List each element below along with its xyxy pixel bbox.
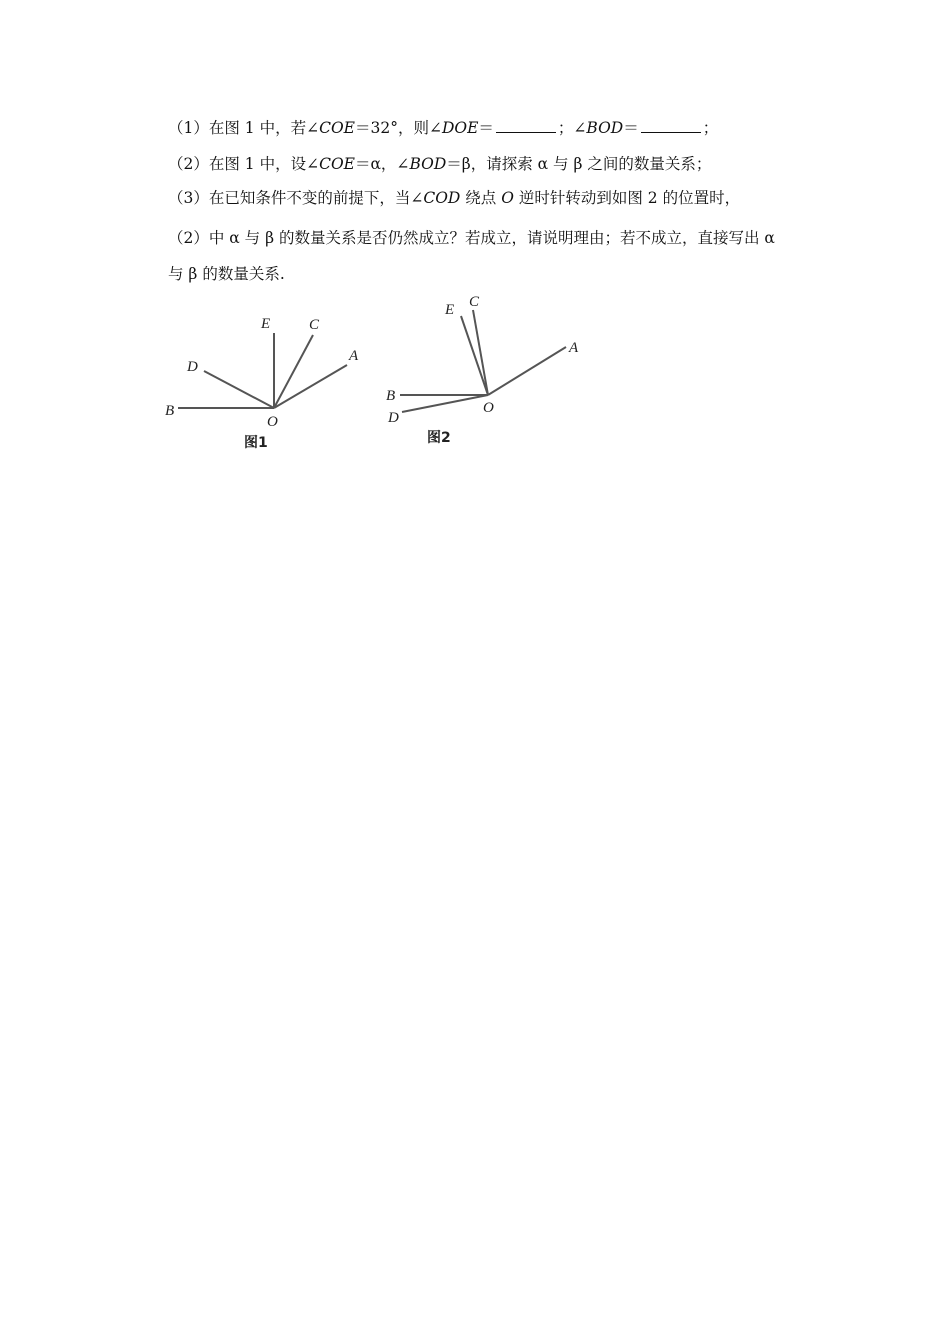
figure-1 — [160, 305, 370, 455]
label-b: B — [386, 388, 396, 404]
label-o: O — [483, 400, 494, 416]
question-3-continued: （2）中 α 与 β 的数量关系是否仍然成立？若成立，请说明理由；若不成立，直接写出 α — [168, 229, 775, 247]
figure-2 — [380, 290, 590, 450]
figure-2-caption: 图2 — [427, 430, 451, 446]
label-a: A — [349, 348, 359, 364]
figure-1-caption: 图1 — [244, 435, 268, 451]
label-c: C — [309, 317, 320, 333]
label-d: D — [388, 410, 399, 426]
ray-od — [204, 371, 274, 408]
label-b: B — [165, 403, 175, 419]
label-c: C — [469, 294, 480, 310]
question-3-end: 与 β 的数量关系. — [168, 265, 285, 283]
question-3: （3）在已知条件不变的前提下，当∠COD 绕点 O 逆时针转动到如图 2 的位置时， — [168, 189, 741, 207]
label-d: D — [187, 359, 198, 375]
label-a: A — [569, 340, 579, 356]
ray-od — [402, 395, 488, 412]
label-e: E — [445, 302, 455, 318]
label-e: E — [261, 316, 271, 332]
ray-oe — [461, 316, 488, 395]
label-o: O — [267, 414, 278, 430]
ray-oc — [473, 310, 488, 395]
question-1: （1）在图 1 中，若∠COE＝32°，则∠DOE＝ ；∠BOD＝ ； — [168, 119, 719, 137]
question-2: （2）在图 1 中，设∠COE＝α，∠BOD＝β，请探索 α 与 β 之间的数量关系； — [168, 155, 712, 173]
ray-oa — [488, 347, 566, 395]
answer-blank-doe[interactable] — [496, 118, 556, 133]
answer-blank-bod[interactable] — [641, 118, 701, 133]
